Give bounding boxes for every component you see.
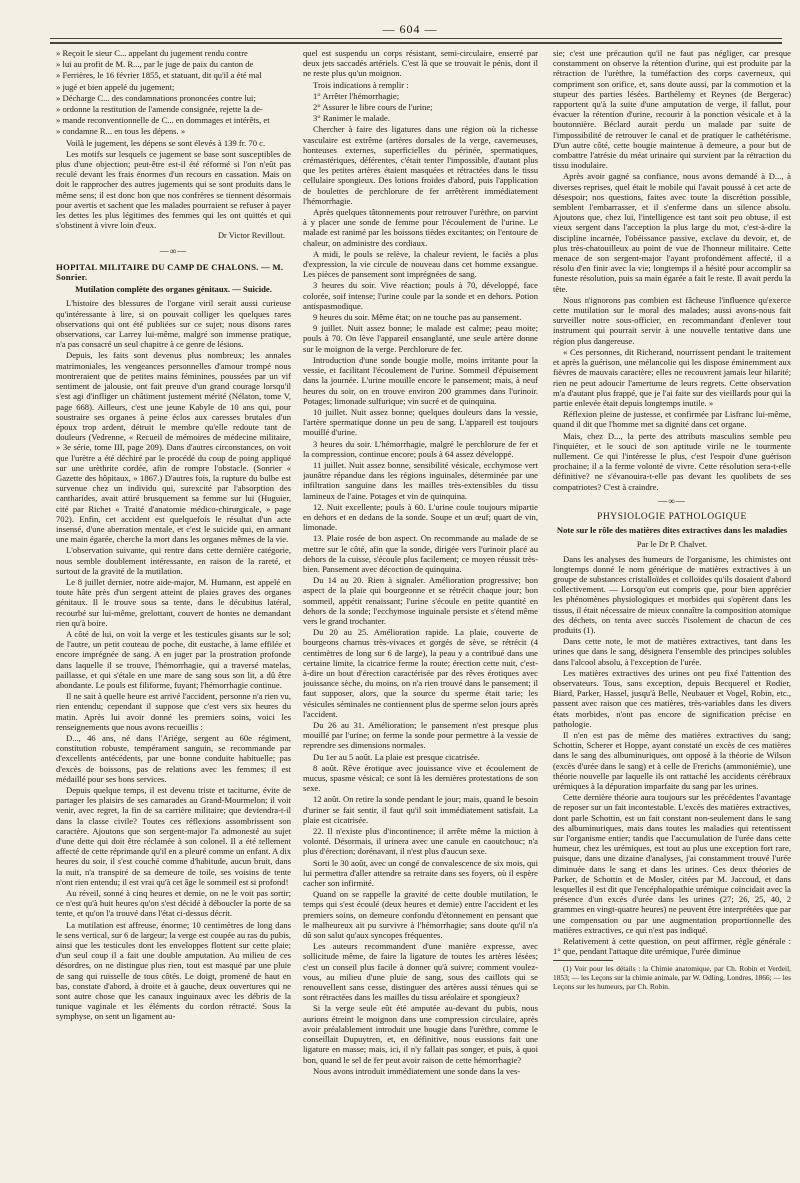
- quote-line: » Décharge C... des condamnations prononcées contre lui;: [56, 92, 256, 103]
- column-middle: [303, 48, 538, 1173]
- paragraph: A midi, le pouls se relève, la chaleur revient, le faciès a plus d'expression, la vie circule de nouveau dans cet homme exsangue. Les pièces de pansement sont imprégnées de sang.: [303, 248, 538, 280]
- section-subtitle: Note sur le rôle des matières dites extractives dans les maladies: [556, 525, 788, 536]
- section-subtitle: Mutilation complète des organes génitaux. — Suicide.: [75, 284, 272, 295]
- footnote: (1) Voir pour les détails : la Chimie anatomique, par Ch. Robin et Verdeil, 1853; — les Leçons sur la chimie animale, par W. Odling, Londres, 1866; — les Leçons sur les humeurs, par Ch. Robin.: [553, 964, 791, 992]
- paragraph: D..., 46 ans, né dans l'Ariége, sergent au 60e régiment, constitution robuste, tempérament sanguin, se recommande par d'excellents antécédents, par une bonne conduite habituelle; pas d'excès de boissons, pas de relations avec les femmes; il est médaillé pour ses bons services.: [56, 733, 291, 784]
- paragraph: Dans cette note, le mot de matières extractives, tant dans les urines que dans le sang, désignera l'ensemble des principes solubles dans l'alcool absolu, à l'exception de l'urée.: [553, 636, 791, 667]
- paragraph: Il ne sait à quelle heure est arrivé l'accident, personne n'a rien vu, rien entendu; cependant il suppose que c'est vers six heures du matin. Après lui avoir donné les premiers soins, voici les renseignements que nous avons recueillis :: [56, 691, 291, 732]
- paragraph: quel est suspendu un corps résistant, semi-circulaire, enserré par deux jets saccadés artériels. C'est là que se trouvait le pénis, dont il ne reste plus qu'un moignon.: [303, 48, 538, 79]
- paragraph: 11 juillet. Nuit assez bonne, sensibilité vésicale, ecchymose vert jaunâtre répandue dans les régions inguinales, déterminée par une infiltration sanguine dans les mailles très-extensibles du tissu lamineux de l'aine. Potages et vin de quinquina.: [303, 459, 538, 501]
- paragraph: 13. Plaie rosée de bon aspect. On recommande au malade de se mettre sur le côté, afin que la sonde, dirigée vers l'urinoir placé au dehors de la cuisse, s'écoule plus facilement; ce moyen réussit très-bien. Pansement avec décoction de quinquina.: [303, 533, 538, 574]
- paragraph: Trois indications à remplir :: [313, 79, 409, 90]
- paragraph: Introduction d'une sonde bougie molle, moins irritante pour la vessie, et facilitant l'écoulement de l'urine. Sommeil d'épuisement dans la journée. L'urine mouille encore le pansement; mais, à neuf heures du soir, on en trouve environ 200 grammes dans l'urinoir. Potages; limonade sulfurique; vin sucré et de quinquina.: [303, 354, 538, 406]
- paragraph: Les motifs sur lesquels ce jugement se base sont susceptibles de plus d'une objection; peut-être est-il été réformé si l'on n'eût pas reculé devant les frais énormes d'un recours en cassation. Mais on doit le rapprocher des autres jugements qui se sont produits dans le même sens; il est donc bon que nos confrères se tiennent désormais pour avertis et sachent que les malades pourraient se refuser à payer les dettes les plus légitimes des femmes qui les ont quittés et qui s'obstinent à vivre loin d'eux.: [56, 148, 291, 231]
- quote-line: » ordonne la restitution de l'amende consignée, rejette la de-: [56, 104, 263, 115]
- paragraph: Mais, chez D..., la perte des attributs masculins semble peu l'inquiéter, et le souci de son aptitude virile ne le tourmente nullement. Ce qui l'intéresse le plus, c'est l'espoir d'une guérison prochaine; il a la ferme volonté de vivre. Cette résolution sera-t-elle définitive? ne s'évanouira-t-elle pas devant les quolibets de ses compatriotes? C'est à craindre.: [553, 430, 791, 492]
- paragraph: Nous avons introduit immédiatement une sonde dans la ves-: [313, 1065, 521, 1076]
- page-number: — 604 —: [382, 22, 438, 36]
- paragraph: Dans les analyses des humeurs de l'organisme, les chimistes ont longtemps donné le nom générique de matières extractives à un groupe de substances cristalloïdes et colloïdes qu'ils dosaient d'abord collectivement. — Lorsqu'on eut compris que, pour bien apprécier les phénomènes physiologiques et morbides qui s'opèrent dans les tissus, il était nécessaire de mieux connaître la composition atomique des déchets, on tenta avec succès l'isolement de chacun de ces produits (1).: [553, 553, 791, 635]
- paragraph: Le 8 juillet dernier, notre aide-major, M. Humann, est appelé en toute hâte près d'un sergent atteint de plaies graves des organes génitaux. Il le trouve sous sa tente, dans le décubitus latéral, recourbé sur lui-même, grelottant, couvert de hontes ne demandant rien qu'à boire.: [56, 576, 291, 628]
- paragraph: Nous n'ignorons pas combien est fâcheuse l'influence qu'exerce cette mutilation sur le moral des malades; aussi avons-nous fait surveiller notre sous-officier, en recommandant d'enlever tout instrument qui pourrait servir à une nouvelle tentative dans une région plus dangereuse.: [553, 294, 791, 346]
- separator: —∞—: [658, 495, 686, 506]
- paragraph: Au réveil, sonné à cinq heures et demie, on ne le voit pas sortir; ce n'est qu'à huit heures qu'on s'est décidé à déboucler la porte de sa tente, et qu'on l'a trouvé dans l'état ci-dessus décrit.: [56, 888, 291, 919]
- quote-line: » Ferrières, le 16 février 1855, et statuant, dit qu'il a été mal: [56, 70, 262, 81]
- paragraph: Sorti le 30 août, avec un congé de convalescence de six mois, qui lui permettra d'aller attendre sa retraite dans ses foyers, où il espère cacher son infirmité.: [303, 857, 538, 889]
- quote-line: » mande reconventionnelle de C... en dommages et intérêts, et: [56, 115, 270, 126]
- paragraph: 22. Il n'existe plus d'incontinence; il arrête même la miction à volonté. Désormais, il urinera avec une canule en caoutchouc; n'a plus d'érection; dorénavant, il n'est plus d'aucun sexe.: [303, 826, 538, 857]
- section-title: PHYSIOLOGIE PATHOLOGIQUE: [597, 511, 747, 522]
- paragraph: 9 juillet. Nuit assez bonne; le malade est calme; peau moite; pouls à 70. On lève l'appareil ensanglanté, une seule artère donne sur le moignon de la verge. Perchlorure de fer.: [303, 323, 538, 354]
- paragraph: 8 août. Rêve érotique avec jouissance vive et écoulement de mucus, spasme vésical; ce sont là les dernières protestations de son sexe.: [303, 762, 538, 794]
- paragraph: Voilà le jugement, les dépens se sont élevés à 139 fr. 70 c.: [66, 137, 266, 148]
- blockquote: « Ces personnes, dit Richerand, nourrissent pendant le traitement et après la guérison, une mélancolie qui les dispose éminemment aux fièvres de mauvais caractère; elles ne recouvrent jamais leur hilarité; rien ne peut adoucir l'amertume de leurs regrets. Cette observation m'a d'autant plus frappé, que je l'ai faite sur des vieillards pour qui la partie enlevée était depuis longtemps inutile. »: [553, 346, 791, 408]
- paragraph: Quand on se rappelle la gravité de cette double mutilation, le temps qui s'est écoulé (deux heures et demie) entre l'accident et les premiers soins, on demeure confondu d'étonnement en pensant que le malheureux ait pu survivre à l'hémorrhagie; sans doute qu'il n'a dû son salut qu'aux syncopes fréquentes.: [303, 889, 538, 941]
- paragraph: Depuis quelque temps, il est devenu triste et taciturne, évite de partager les plaisirs de ses camarades au Grand-Mourmelon; il voit venir, avec regret, la fin de sa carrière militaire; que deviendra-t-il dans la classe civile? Toutes ces réflexions assombrissent son caractère. Ajoutons que son sergent-major l'a admonesté au sujet d'une dette qui doit être réclamée à son colonel. Il a été tellement affecté de cette réprimande qu'il en a pleuré comme un enfant. A dix heures du soir, il s'est couché comme d'habitude, aucun bruit, dans la nuit, n'a transpiré de sa demeure de toile, ses voisins de tente n'ont rien entendu; il est vrai qu'à cet âge le sommeil est si profond!: [56, 785, 291, 887]
- paragraph: 3 heures du soir. Vive réaction; pouls à 70, développé, face colorée, soif intense; l'urine coule par la sonde et en dehors. Potion antispasmodique.: [303, 280, 538, 311]
- paragraph: Chercher à faire des ligatures dans une région où la richesse vasculaire est extrême (artères dorsales de la verge, caverneuses, honteuses externes, superficielles du périnée, spermatiques, crémastériques, déférentes, c'était tenter l'impossible, d'autant plus que les petites artères étaient masquées et rétractées dans le tissu cellulaire spongieux. Des lotions froides d'abord, puis l'application de boulettes de perchlorure de fer arrêtèrent immédiatement l'hémorrhagie.: [303, 124, 538, 206]
- list-item: 1° Arrêter l'hémorrhagie;: [313, 90, 400, 101]
- paragraph: 12. Nuit excellente; pouls à 60. L'urine coule toujours mipartie en dehors et en dedans de la sonde. Soupe et un œuf; quart de vin, limonade.: [303, 501, 538, 533]
- paragraph: L'observation suivante, qui rentre dans cette dernière catégorie, nous semble doublement intéressante, en raison de la rareté, et surtout de la gravité de la mutilation.: [56, 545, 291, 576]
- quote-line: » Reçoit le sieur C... appelant du jugement rendu contre: [56, 48, 248, 58]
- paragraph: Du 1er au 5 août. La plaie est presque cicatrisée.: [313, 751, 480, 762]
- header-rule-thick: [50, 42, 782, 44]
- paragraph: L'histoire des blessures de l'organe viril serait aussi curieuse qu'intéressante à lire, si on pouvait colliger les quelques rares observations qui ont été publiées sur ce sujet; nous disons rares observations, car Larrey lui-même, malgré son immense pratique, n'a pas consacré un seul chapitre à ce genre de lésions.: [56, 298, 291, 350]
- paragraph: Du 26 au 31. Amélioration; le pansement n'est presque plus mouillé par l'urine; on ferme la sonde pour permettre à la vessie de reprendre ses dimensions normales.: [303, 720, 538, 751]
- paragraph: Relativement à cette question, on peut affirmer, règle générale : 1° que, pendant l'attaque dite urémique, l'urée diminue: [553, 936, 791, 957]
- author-line: Par le Dr P. Chalvet.: [636, 539, 708, 550]
- quote-line: » lui au profit de M. R..., par le juge de paix du canton de: [56, 59, 254, 70]
- paragraph: Depuis, les faits sont devenus plus nombreux; les annales matrimoniales, les vengeances personnelles d'amour trompé nous montreraient que de petites mains féminines, poussées par un vif sentiment de jalousie, ont fait preuve d'un grand courage lorsqu'il s'est agi d'infliger un châtiment justement mérité (Nélaton, tome V, page 668). Ailleurs, c'est une jeune Kabyle de 10 ans qui, pour soustraire ses organes à peine éclos aux caresses brutales d'un époux trop ardent, détruit le membre qu'elle redoute tant de douleurs (Vedrenne, « Recueil de mémoires de médecine militaire, » 3e série, tome III, page 209). Dans d'autres circonstances, on voit que l'urètre a été déchiré par le procédé du coup de poing appliqué sur une urèthrite cordée, afin de rompre l'obstacle. (Sonrier « Gazette des hôpitaux, » 1867.) D'autres fois, la rupture du bulbe est survenue chez un individu qui, surexcité par l'absorption des cantharides, avait attiré brusquement sa femme sur lui (Huguier, cité par Richet « Traité d'anatomie médico-chirurgicale, » page 702). Enfin, cet accident est quelquefois le résultat d'un acte insensé, d'une aberration mentale, et c'est le suicide qui, en armant une main égarée, cherche la mort dans les organes mêmes de la vie.: [56, 350, 291, 545]
- paragraph: Cette dernière théorie aura toujours sur les précédentes l'avantage de reposer sur un fait incontestable. L'excès des matières extractives, dont parle Schottin, est un fait constant non-seulement dans le sang des albuminuriques, mais dans toutes les maladies qui retentissent sur l'organisme entier; tandis que l'accumulation de l'urée dans cette humeur, chez les urémiques, est tout au plus une exception fort rare, puisque, dans une dizaine d'analyses, j'ai constamment trouvé l'urée diminuée dans le sang et dans les urines. Ces deux théories de Parker, de Schottin et de Mosler, citées par M. Jaccoud, et dans lesquelles il est dit que l'encéphalopathie urémique coïncidait avec la présence d'un excès d'urée dans les urines (27; 26, 25, 40, 2 grammes en vingt-quatre heures) ne peuvent être interprétées que par une compensation ou par une augmentation proportionnelle des matières extractives, ce qui n'est pas indiqué.: [553, 792, 791, 935]
- paragraph: La mutilation est affreuse, énorme; 10 centimètres de long dans le sens vertical, sur 6 de largeur; la verge est coupée au ras du pubis, ainsi que les testicules dont les enveloppes flottent sur cette plaie; d'un seul coup il a fait une double amputation. Au milieu de ces désordres, on ne distingue plus rien, tout est masqué par une pluie de sang qui ruisselle de tous côtés. Le doigt, promené de haut en bas, constate d'abord, à droite et à gauche, deux ouvertures qui ne sont autre chose que les canaux inguinaux avec les débris de la tunique vaginale et les éléments du cordon rétracté. Sous la symphyse, on sent un ligament au-: [56, 919, 291, 1022]
- footnote-rule: [553, 960, 613, 961]
- quote-line: » jugé et bien appelé du jugement;: [56, 81, 175, 92]
- paragraph: Après quelques tâtonnements pour retrouver l'urèthre, on parvint à y placer une sonde de femme pour l'écoulement de l'urine. Le malade est ranimé par les boissons tièdes excitantes; on l'entoure de chaleur, on administre des cordiaux.: [303, 207, 538, 248]
- section-title: HOPITAL MILITAIRE DU CAMP DE CHALONS. — M. Sonrier.: [56, 261, 284, 283]
- list-item: 3° Ranimer le malade.: [313, 113, 390, 124]
- column-left: [56, 48, 291, 1173]
- paragraph: 3 heures du soir. L'hémorrhagie, malgré le perchlorure de fer et la compression, continue encore; pouls à 64 assez développé.: [303, 438, 538, 459]
- signature: Dr Victor Revillout.: [217, 231, 285, 241]
- quote-line: » condamne R... en tous les dépens. »: [56, 126, 186, 137]
- paragraph: Si la verge seule eût été amputée au-devant du pubis, nous aurions étreint le moignon dans une compression circulaire, après avoir préalablement introduit une bougie dans l'urèthre, comme le conseillait Dupuytren, et, en définitive, nous eussions fait une ligature en masse; mais, ici, il n'y fallait pas songer, et puis, à quoi bon, quand le sel de fer peut avoir raison de cette hémorrhagie?: [303, 1003, 538, 1065]
- header-rule: [50, 38, 782, 39]
- paragraph: 10 juillet. Nuit assez bonne; quelques douleurs dans la vessie, l'artère spermatique donne un peu de sang. L'appareil est toujours mouillé d'urine.: [303, 406, 538, 438]
- paragraph: Après avoir gagné sa confiance, nous avons demandé à D..., à diverses reprises, quel était le mobile qui l'avait poussé à cet acte de désespoir; nos questions, faites avec toute la discrétion possible, semblent l'embarrasser, et il s'enferme dans un silence absolu. Ajoutons que, chez lui, l'intelligence est tant soit peu obtuse, il est vieux sergent dans l'acception la plus large du mot, c'est-à-dire la discipline incarnée, l'obéissance passive, exclave du devoir, et, de plus très-chatouilleux au point de vue de l'honneur militaire. Cette menace de son sergent-major l'ayant profondément affecté, il a résolu d'en finir avec la vie; longtemps il a hésité pour accomplir sa funeste résolution, puis sa main égarée a fait le reste. Il avait perdu la tête.: [553, 171, 791, 294]
- paragraph: Les matières extractives des urines ont peu fixé l'attention des observateurs. Tous, sans exception, depuis Becquerel et Rodier, Biard, Parker, Hassel, jusqu'à Belle, Neubauer et Vogel, Robin, etc., passent avec raison que ces matières, très-variables dans les divers états morbides, n'ont pas encore de signification précise en pathologie.: [553, 667, 791, 729]
- paragraph: Du 20 au 25. Amélioration rapide. La plaie, couverte de bourgeons charnus très-vivaces et gorgés de sève, se rétrécit (4 centimètres de long sur 6 de large), la peau y a contribué dans une certaine limite, la cicatrice ferme la route; érection cette nuit, c'est-à-dire un bout d'érection caractérisée par des rêves érotiques avec jouissance sèche, du moins, on n'a rien trouvé dans le pansement; il faut supposer, alors, que la source du sperme était tarie; les vésicules séminales ne contiennent plus de sperme selon jours après l'accident.: [303, 627, 538, 719]
- paragraph: Il n'en est pas de même des matières extractives du sang; Schottin, Scherer et Hoppe, ayant constaté un excès de ces matières dans le sang des albuminuriques, ont opposé à la théorie de Wilson (excès d'urée dans le sang) et à celle de Frerichs (ammoniémie), une théorie nouvelle par laquelle ils ont rattaché les accidents cérébraux urémiques à la dépuration imparfaite du sang par les urines.: [553, 730, 791, 792]
- paragraph: Réflexion pleine de justesse, et confirmée par Lisfranc lui-même, quand il dit que l'homme met sa dignité dans cet organe.: [553, 409, 791, 430]
- column-right: [553, 48, 791, 1173]
- paragraph: 9 heures du soir. Même état; on ne touche pas au pansement.: [313, 312, 522, 323]
- list-item: 2° Assurer le libre cours de l'urine;: [313, 102, 433, 113]
- paragraph: A côté de lui, on voit la verge et les testicules gisants sur le sol; de l'autre, un petit couteau de poche, dit eustache, à lame effilée et encore imprégnée de sang. A en juger par la prostration profonde dans laquelle il se trouve, l'hémorrhagie, qui a traversé matelas, paillasse, et qui s'étale en une mare de sang sous son lit, a dû être abondante. Le pouls est filiforme, fuyant; l'hémorrhagie continue.: [56, 628, 291, 690]
- paragraph: 12 août. On retire la sonde pendant le jour; mais, quand le besoin d'uriner se fait sentir, il faut qu'il soit immédiatement satisfait. La plaie est cicatrisée.: [303, 794, 538, 825]
- paragraph: sie; c'est une précaution qu'il ne faut pas négliger, car presque constamment on observe la rétention d'urine, qui est produite par la rétraction de l'urèthre, la tuméfaction des corps caverneux, qui compriment son orifice, et, sans doute aussi, par la commotion et la stupeur des parties lésées. Barthélemy et Reynes (de Bergerac) rapportent qu'à la suite d'une amputation de verge, il fallut, pour évacuer la rétention d'urine, recourir à la ponction vésicale et à la boutonnière. Béclard aurait perdu un malade par suite de l'impossibilité de retrouver le canal et de pratiquer le cathétérisme. D'un autre côté, cette bougie maintenue à demeure, a pour but de combattre l'atrésie du méat urinaire qui survient par la rétraction du tissu inodulaire.: [553, 48, 791, 171]
- paragraph: Du 14 au 20. Rien à signaler. Amélioration progressive; bon aspect de la plaie qui bourgeonne et se rétrécit chaque jour; bon sommeil, appétit renaissant; l'urine s'écoule en petite quantité en dehors de la sonde; l'ecchymose inguinale persiste et s'étend même vers le grand trochanter.: [303, 575, 538, 626]
- separator: —∞—: [159, 245, 188, 256]
- paragraph: Les auteurs recommandent d'une manière expresse, avec sollicitude même, de faire la ligature de toutes les artères lésées; c'est un conseil plus facile à donner qu'à suivre; comment voulez-vous, au milieu d'une pluie de sang, sous des caillots qui se renouvellent sans cesse, distinguer des artères aussi ténues qui se sont rétractées dans les mailles du tissu aréolaire et spongieux?: [303, 941, 538, 1003]
